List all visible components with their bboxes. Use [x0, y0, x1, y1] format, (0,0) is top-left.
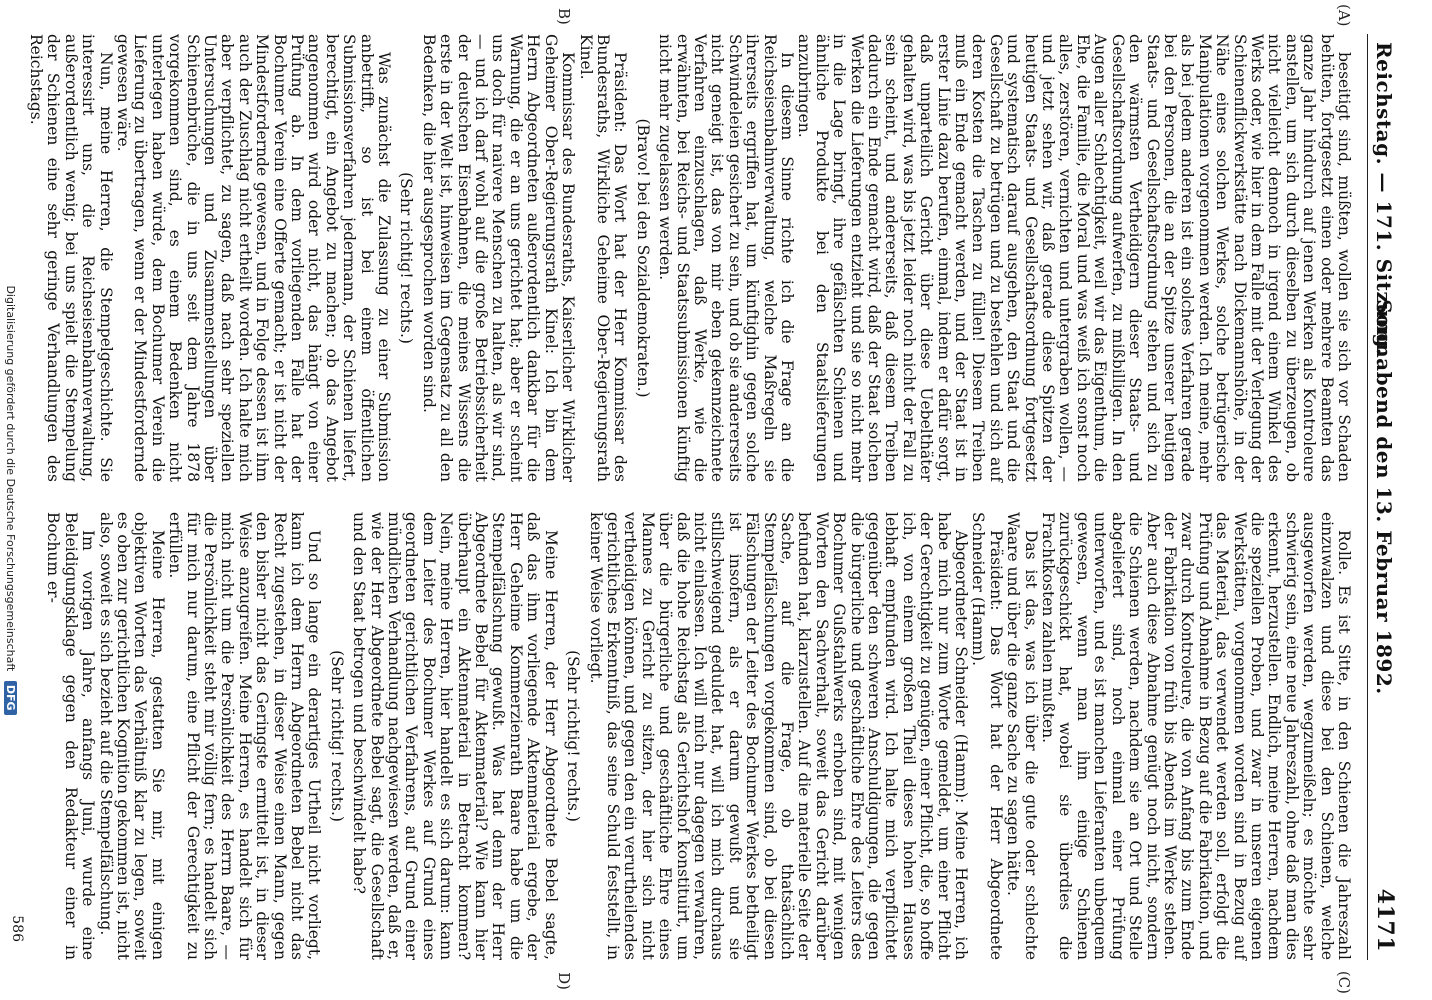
paragraph: Und so lange ein derartiges Urtheil nicht vorliegt, kann ich dem Herrn Abgeordneten Bebel nicht das Recht zugestehen, in dieser Weise einen Mann, gegen den bisher nicht das Geringste ermittelt ist, in dieser Weise anzugreifen. Meine Herren, es handelt sich für mich nicht um die Persönlichkeit des Herrn Baare, — die Persönlichkeit steht mir völlig fern; es handelt sich für mich nur darum, eine Pflicht der Gerechtigkeit zu erfüllen.	[166, 512, 324, 960]
dfg-logo: DFG	[4, 681, 17, 715]
page-header	[1367, 34, 1402, 960]
header-session: Reichstag. — 171. Sitzung.	[1372, 42, 1396, 356]
applause-note: (Bravo! bei den Sozialdemokraten.)	[633, 118, 652, 398]
signature-mark: 586	[9, 915, 26, 942]
applause-note: (Sehr richtig! rechts.)	[397, 172, 416, 344]
paragraph: Rolle. Es ist Sitte, in den Schienen die Jahreszahl einzuwalzen und diese bei den Schienen, welche ausgeworfen werden, wegzumeißeln; es möchte sehr schwierig sein, eine neue Jahreszahl, ohne daß man dies erkennt, herzustellen. Endlich, meine Herren, nachdem die speziellen Proben, und zwar in unseren eigenen Werkstätten, vorgenommen worden sind in Bezug auf das Material, das verwendet werden soll, erfolgt die Prüfung und Abnahme in Bezug auf die Fabrikation, und zwar durch Kontroleure, die von Anfang bis zum Ende der Fabrikation von früh bis Abends im Werke stehen. Aber auch diese Abnahme genügt noch nicht, sondern die Schienen werden, nachdem sie an Ort und Stelle abgeliefert sind, noch einmal einer Prüfung unterworfen, und es ist manchen Lieferanten unbequem gewesen, wenn man ihm einige Schienen zurückgeschickt hat, wobei sie überdies die Frachtkosten zahlen mußten.	[1039, 512, 1353, 960]
paragraph: Kommissar des Bundesraths, Kaiserlicher Wirklicher Geheimer Ober-Regierungsrath Kinel: Ich bin dem Herrn Abgeordneten außerordentlich dankbar für die Warnung, die er an uns gerichtet hat; aber er scheint uns doch für naivere Menschen zu halten, als wir sind, — und ich darf wohl auf die große Betriebssicherheit der deutschen Eisenbahnen, die meines Wissens die erste in der Welt ist, hinweisen im Gegensatz zu all den Bedenken, die hier ausgesprochen worden sind.	[419, 34, 578, 482]
margin-marker-d: D)	[555, 972, 573, 990]
margin-marker-c: (C)	[1335, 970, 1353, 994]
paragraph: Meine Herren, der Herr Abgeordnete Bebel sagte, daß das ihm vorliegende Aktenmaterial ergebe, der Herr Geheime Kommerzienrath Baare habe um die Stempelfälschung gewußt. Was hat denn der Herr Abgeordnete Bebel für Aktenmaterial? Wie kann hier überhaupt ein Aktenmaterial in Betracht kommen? Nein, meine Herren, hier handelt es sich darum: kann dem Leiter des Bochumer Werkes auf Grund eines geordneten gerichtlichen Verfahrens, auf Grund einer mündlichen Verhandlung nachgewiesen werden, daß er, wie der Herr Abgeordnete Bebel sagt, die Gesellschaft und den Staat betrogen und beschwindelt habe?	[350, 512, 560, 960]
paragraph: Was zunächst die Zulassung zu einer Submission anbetrifft, so ist bei einem öffentlichen Submissionsverfahren jedermann, der Schienen liefert, berechtigt, ein Angebot zu machen; ob das Angebot angenommen wird oder nicht, das hängt von einer Prüfung ab. In dem vorliegenden Falle hat der Bochumer Verein eine Offerte gemacht; er ist nicht der Mindestfordernde gewesen, und in Folge dessen ist ihm auch der Zuschlag nicht ertheilt worden. Ich halte mich aber verpflichtet, zu sagen, daß nach sehr speziellen Untersuchungen und Zusammenstellungen über Schienenbrüche, die in uns seit dem Jahre 1878 vorgekommen sind, es einem Bedenken nicht unterlegen haben würde, dem Bochumer Verein die Lieferung zu übertragen, wenn er der Mindestfordernde gewesen wäre.	[113, 34, 394, 482]
paragraph: Im vorigen Jahre, anfangs Juni, wurde eine Beleidigungsklage gegen den Redakteur einer in Bochum er-	[44, 512, 98, 960]
paragraph: Abgeordneter Schneider (Hamm): Meine Herren, ich habe mich nur zum Worte gemeldet, um einer Pflicht der Gerechtigkeit zu genügen, einer Pflicht, die, so hoffe ich, von einem großen Theil dieses hohen Hauses lebhaft empfunden wird. Ich halte mich verpflichtet gegenüber den schweren Anschuldigungen, die gegen die bürgerliche und geschäftliche Ehre des Leiters des Bochumer Gußstahlwerks erhoben sind, mit wenigen Worten den Sachverhalt, soweit das Gericht darüber befunden hat, klarzustellen. Auf die materielle Seite der Sache, auf die Frage, ob thatsächlich Stempelfälschungen vorgekommen sind, ob bei diesen Fälschungen der Leiter des Bochumer Werkes betheiligt ist insofern, als er darum gewußt und sie stillschweigend geduldet hat, will ich mich durchaus nicht einlassen. Ich will mich nur dagegen verwahren, daß die hohe Reichstag als Gerichtshof konstituirt, um über die bürgerliche und geschäftliche Ehre eines Mannes zu Gericht zu sitzen, der hier sich nicht vertheidigen können, und gegen den ein verurtheilendes gerichtliches Erkenntniß, das seine Schuld feststellt, in keiner Weise vorliegt.	[586, 512, 971, 960]
paragraph: Das ist das, was ich über die gute oder schlechte Waare und über die ganze Sache zu sagen hätte.	[1004, 512, 1040, 960]
paragraph: Präsident: Das Wort hat der Herr Kommissar des Bundesraths, Wirkliche Geheime Ober-Regierungsrath Kinel.	[576, 34, 630, 482]
margin-marker-a: (A)	[1335, 4, 1353, 27]
paragraph: In diesem Sinne richte ich die Frage an die Reichseisenbahnverwaltung, welche Maßregeln sie ihrerseits ergriffen hat, um künftighin gegen solche Schwindeleien gesichert zu sein, und ob sie andererseits nicht geneigt ist, das von mir eben gekennzeichnete Verfahren einzuschlagen, daß Werke, wie die erwähnten, bei Reichs- und Staatssubmissionen künftig nicht mehr zugelassen werden.	[656, 34, 796, 482]
digitization-credit	[4, 0, 17, 1000]
header-date: Sonnabend den 13. Februar 1892.	[1372, 299, 1396, 695]
paragraph: Meine Herren, gestatten Sie mir, mit einigen objektiven Worten das Verhältniß klar zu legen, soweit es oben zur gerichtlichen Kognition gekommen ist, nicht also, soweit es sich bezieht auf die Stempelfälschung.	[96, 512, 167, 960]
paragraph: beseitigt sind, müßten, wollen sie sich vor Schaden behüten, fortgesetzt einen oder mehrere Beamten das ganze Jahr hindurch auf jenen Werken als Kontroleure anstellen, um sich durch dieselben zu überzeugen, ob nicht vielleicht dennoch in irgend einem Winkel des Werks oder, wie hier in dem Falle mit der Verlegung der Schienenflickwerkstätte nach Dickemannshöhe, in der Nähe eines solchen Werkes, solche betrügerische Manipulationen vorgenommen werden. Ich meine, mehr als bei jedem anderen ist ein solches Verfahren gerade bei den Personen, die an der Spitze unserer heutigen Staats- und Gesellschaftsordnung stehen und sich zu den wärmsten Vertheidigern dieser Staats- und Gesellschaftsordnung aufwerfen, zu mißbilligen. In den Augen aller Schlechtigkeit, weil wir das Eigenthum, die Ehe, die Familie, die Moral und was weiß ich sonst noch alles, zerstören, vernichten und untergraben wollen, — und jetzt sehen wir, daß gerade diese Spitzen der heutigen Staats- und Gesellschaftsordnung fortgesetzt und systematisch darauf ausgehen, den Staat und die Gesellschaft zu betrügen und zu bestehlen und sich auf deren Kosten die Taschen zu füllen! Diesem Treiben muß ein Ende gemacht werden, und der Staat ist in erster Linie dazu berufen, einmal, indem er dafür sorgt, daß unparteilich Gericht über diese Uebelthäter gehalten wird, was bis jetzt leider noch nicht der Fall zu sein scheint, und andererseits, daß diesem Treiben dadurch ein Ende gemacht wird, daß der Staat solchen Werken die Lieferungen entzieht und sie so nicht mehr in die Lage bringt, ihre gefälschten Schienen und ähnliche Produkte bei den Staatslieferungen anzubringen.	[795, 34, 1353, 482]
applause-note: (Sehr richtig! rechts.)	[327, 650, 346, 822]
page-number: 4171	[1372, 888, 1398, 952]
paragraph: Präsident: Das Wort hat der Herr Abgeordnete Schneider (Hamm).	[969, 512, 1005, 960]
applause-note: (Sehr richtig! rechts.)	[564, 650, 583, 822]
left-column	[26, 4, 1353, 482]
credit-text: Digitalisierung gefördert durch die Deutsche Forschungsgemeinschaft	[4, 285, 17, 672]
margin-marker-b: B)	[555, 8, 573, 25]
paragraph: Nun, meine Herren, die Stempelgeschichte. Sie interessirt uns, die Reichseisenbahnverwaltung, außerordentlich wenig; bei uns spielt die Stempelung der Schienen eine sehr geringe Verhandlungen des Reichstags.	[26, 34, 115, 482]
